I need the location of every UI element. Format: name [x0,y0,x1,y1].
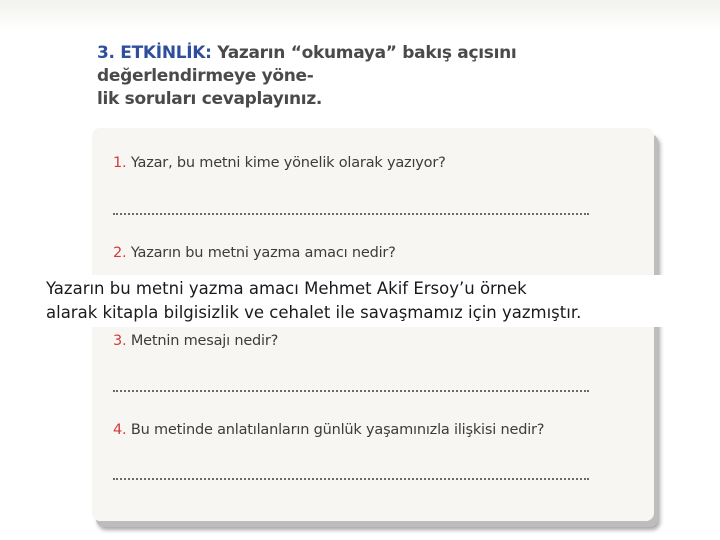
top-decorative-strip [0,0,720,30]
header-line-1 [97,42,657,88]
question-4-number: 4. [113,422,127,438]
question-1 [113,155,633,171]
question-3 [113,333,633,349]
answer-line-text-1: Yazarın bu metni yazma amacı Mehmet Akif Ersoy’u örnek [46,279,527,298]
activity-number: 3. ETKİNLİK: [97,43,212,63]
activity-instruction-line2: lik soruları cevaplayınız. [97,89,323,109]
answer-line-1[interactable] [113,213,589,215]
question-2-number: 2. [113,245,127,261]
answer-text-overlay [44,275,706,327]
question-3-number: 3. [113,333,127,349]
activity-header [97,42,657,111]
question-3-text: Metnin mesajı nedir? [130,333,279,349]
question-1-text: Yazar, bu metni kime yönelik olarak yazıyor? [130,155,446,171]
question-2 [113,245,633,261]
question-1-number: 1. [113,155,127,171]
answer-line-text-2: alarak kitapla bilgisizlik ve cehalet ile savaşmamız için yazmıştır. [46,303,582,322]
question-2-text: Yazarın bu metni yazma amacı nedir? [130,245,396,261]
question-4 [113,422,633,438]
answer-line-3[interactable] [113,390,589,392]
activity-instruction-line1: Yazarın “okumaya” bakış açısını değerlendirmeye yöne- [97,43,517,86]
answer-line-4[interactable] [113,478,589,480]
question-4-text: Bu metinde anlatılanların günlük yaşamınızla ilişkisi nedir? [130,422,545,438]
